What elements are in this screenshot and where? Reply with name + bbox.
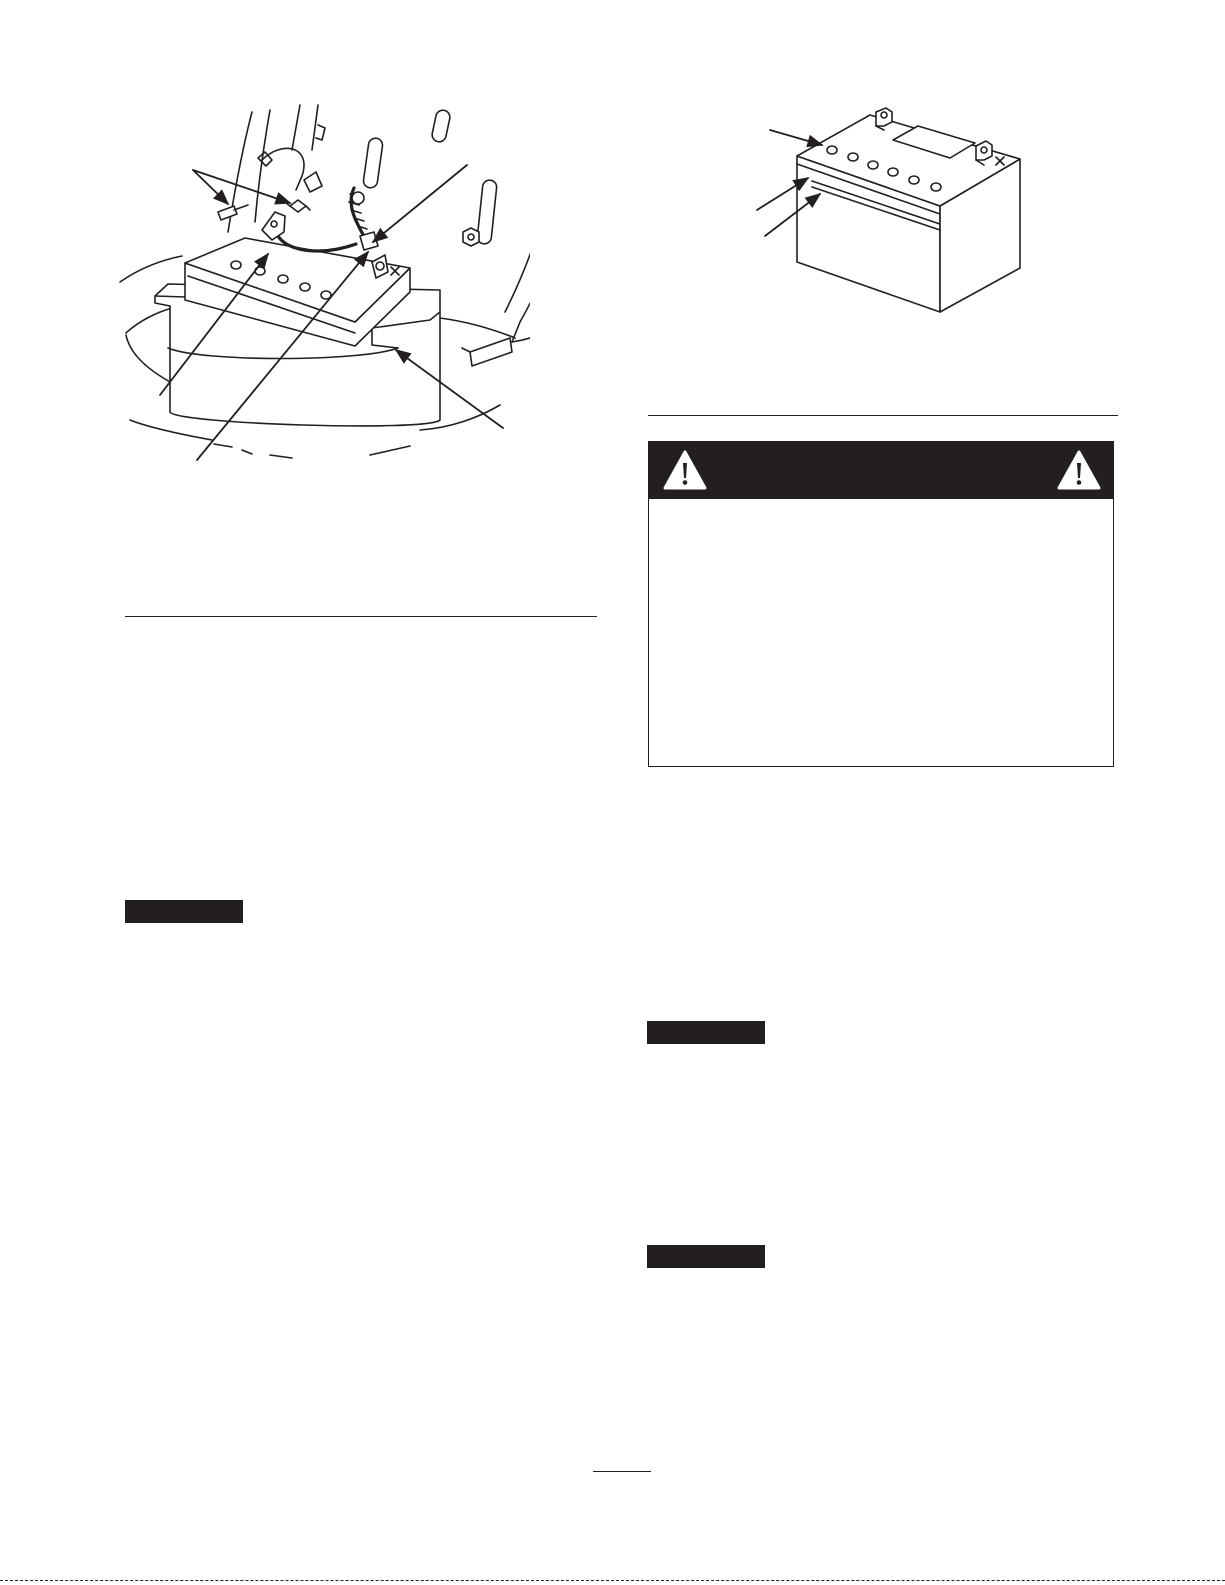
seat-bracket (462, 338, 512, 366)
section-rule-left (125, 616, 597, 617)
hold-down-bolt (218, 205, 248, 220)
warning-triangle-icon (1057, 450, 1101, 490)
section-rule-right (648, 415, 1118, 416)
frame-bolt (463, 228, 479, 246)
notice-label-bar (647, 1245, 765, 1268)
frame-slots (363, 109, 498, 245)
warning-header (649, 442, 1113, 499)
warning-box (648, 441, 1114, 767)
notice-label-bar (647, 1021, 765, 1044)
page-number-rule (593, 1471, 651, 1472)
battery-illustration (750, 100, 1030, 320)
hold-down-clamp (262, 212, 285, 240)
battery-in-tray-illustration (110, 95, 530, 475)
wing-nut (286, 200, 310, 212)
page-trim-line (0, 1580, 1225, 1581)
warning-triangle-icon (663, 450, 707, 490)
notice-label-bar (125, 900, 243, 923)
